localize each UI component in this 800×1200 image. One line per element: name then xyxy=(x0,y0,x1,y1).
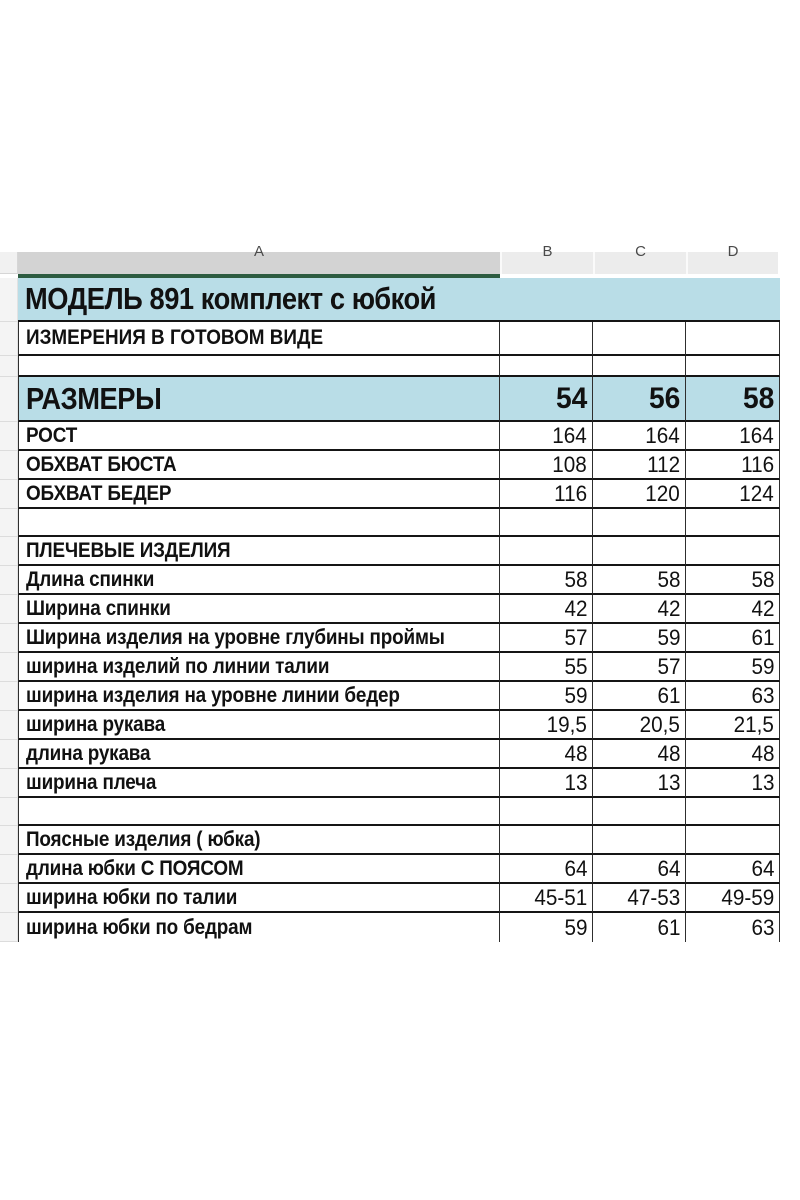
table-row xyxy=(0,826,780,855)
cell-value: 63 xyxy=(750,914,774,940)
row-label: ОБХВАТ БЕДЕР xyxy=(26,481,172,505)
row-header-gutter xyxy=(0,278,18,322)
cell-value: 112 xyxy=(647,451,680,477)
row-label: длина юбки С ПОЯСОМ xyxy=(26,856,244,880)
row-header-gutter xyxy=(0,913,18,942)
cell-value: 64 xyxy=(656,855,680,881)
value-cell-size-56[interactable] xyxy=(593,740,686,769)
empty-cell[interactable] xyxy=(500,322,593,356)
cell-value: 55 xyxy=(563,653,587,679)
row-label-cell[interactable] xyxy=(18,566,500,595)
row-header-gutter xyxy=(0,356,18,377)
value-cell-size-58[interactable] xyxy=(686,537,780,566)
value-cell-size-54[interactable] xyxy=(500,566,593,595)
value-cell-size-54[interactable] xyxy=(500,422,593,451)
table-row xyxy=(0,740,780,769)
value-cell-size-56[interactable] xyxy=(593,682,686,711)
table-row xyxy=(0,711,780,740)
row-label-cell[interactable] xyxy=(18,595,500,624)
empty-cell[interactable] xyxy=(593,356,686,377)
cell-value: 64 xyxy=(750,855,774,881)
value-cell-size-58[interactable] xyxy=(686,509,780,537)
cell-value: 59 xyxy=(656,624,680,650)
cell-value: 47-53 xyxy=(627,884,680,910)
row-header-gutter xyxy=(0,798,18,826)
row-label-cell[interactable] xyxy=(18,798,500,826)
column-header-b[interactable] xyxy=(500,243,593,274)
row-header-gutter xyxy=(0,653,18,682)
row-label: Ширина изделия на уровне глубины проймы xyxy=(26,625,445,649)
cell-value: 64 xyxy=(563,855,587,881)
row-header-gutter xyxy=(0,377,18,422)
column-header-c[interactable] xyxy=(593,243,686,274)
row-header-gutter xyxy=(0,740,18,769)
value-cell-size-54[interactable] xyxy=(500,798,593,826)
value-cell-size-56[interactable] xyxy=(593,855,686,884)
cell-value: 116 xyxy=(554,480,587,506)
row-label: ширина изделий по линии талии xyxy=(26,654,330,678)
row-label-cell[interactable] xyxy=(18,884,500,913)
value-cell-size-54[interactable] xyxy=(500,537,593,566)
value-cell-size-54[interactable] xyxy=(500,682,593,711)
sizes-label-cell[interactable] xyxy=(18,377,500,422)
value-cell-size-58[interactable] xyxy=(686,653,780,682)
value-cell-size-58[interactable] xyxy=(686,711,780,740)
size-value: 58 xyxy=(742,381,774,415)
row-label: Поясные изделия ( юбка) xyxy=(26,827,261,851)
cell-value: 48 xyxy=(750,740,774,766)
table-row xyxy=(0,422,780,451)
value-cell-size-58[interactable] xyxy=(686,798,780,826)
column-letter: B xyxy=(542,243,553,260)
value-cell-size-54[interactable] xyxy=(500,884,593,913)
value-cell-size-58[interactable] xyxy=(686,566,780,595)
empty-cell[interactable] xyxy=(18,356,500,377)
row-header-gutter xyxy=(0,595,18,624)
row-label-cell[interactable] xyxy=(18,826,500,855)
value-cell-size-54[interactable] xyxy=(500,509,593,537)
value-cell-size-54[interactable] xyxy=(500,595,593,624)
row-label: ширина рукава xyxy=(26,712,166,736)
row-header-gutter xyxy=(0,884,18,913)
cell-value: 63 xyxy=(750,682,774,708)
cell-value: 13 xyxy=(750,769,774,795)
value-cell-size-58[interactable] xyxy=(686,740,780,769)
value-cell-size-58[interactable] xyxy=(686,826,780,855)
row-label: длина рукава xyxy=(26,741,151,765)
spacer-row xyxy=(0,356,780,377)
value-cell-size-56[interactable] xyxy=(593,624,686,653)
cell-value: 124 xyxy=(739,480,774,506)
size-56-cell[interactable] xyxy=(593,377,686,422)
row-label: ширина плеча xyxy=(26,770,157,794)
row-header-gutter xyxy=(0,451,18,480)
subtitle-text: ИЗМЕРЕНИЯ В ГОТОВОМ ВИДЕ xyxy=(26,326,324,349)
value-cell-size-54[interactable] xyxy=(500,711,593,740)
value-cell-size-54[interactable] xyxy=(500,653,593,682)
value-cell-size-58[interactable] xyxy=(686,480,780,509)
row-label: ОБХВАТ БЮСТА xyxy=(26,452,177,476)
value-cell-size-56[interactable] xyxy=(593,798,686,826)
value-cell-size-56[interactable] xyxy=(593,769,686,798)
cell-value: 61 xyxy=(656,682,680,708)
row-label-cell[interactable] xyxy=(18,422,500,451)
size-value: 56 xyxy=(648,381,680,415)
cell-value: 21,5 xyxy=(733,711,774,737)
value-cell-size-58[interactable] xyxy=(686,855,780,884)
table-row xyxy=(0,595,780,624)
row-header-gutter xyxy=(0,509,18,537)
value-cell-size-58[interactable] xyxy=(686,451,780,480)
value-cell-size-54[interactable] xyxy=(500,855,593,884)
column-letter: D xyxy=(727,243,739,260)
title-cell[interactable] xyxy=(18,278,780,322)
title-row xyxy=(0,278,780,322)
row-label: РОСТ xyxy=(26,423,78,447)
value-cell-size-56[interactable] xyxy=(593,653,686,682)
cell-value: 57 xyxy=(563,624,587,650)
row-header-gutter xyxy=(0,322,18,356)
cell-value: 57 xyxy=(656,653,680,679)
cell-value: 164 xyxy=(645,422,680,448)
subtitle-cell[interactable] xyxy=(18,322,500,356)
cell-value: 61 xyxy=(750,624,774,650)
cell-value: 42 xyxy=(656,595,680,621)
row-header-gutter xyxy=(0,480,18,509)
cell-value: 13 xyxy=(563,769,587,795)
row-label-cell[interactable] xyxy=(18,711,500,740)
cell-value: 120 xyxy=(645,480,680,506)
cell-value: 164 xyxy=(552,422,587,448)
row-header-gutter xyxy=(0,537,18,566)
table-row xyxy=(0,653,780,682)
column-header-strip xyxy=(0,243,780,274)
row-label: ширина юбки по бедрам xyxy=(26,915,253,939)
row-header-gutter xyxy=(0,711,18,740)
value-cell-size-58[interactable] xyxy=(686,595,780,624)
empty-cell[interactable] xyxy=(686,356,780,377)
row-header-gutter xyxy=(0,624,18,653)
table-row xyxy=(0,769,780,798)
table-row xyxy=(0,624,780,653)
value-cell-size-58[interactable] xyxy=(686,913,780,942)
value-cell-size-54[interactable] xyxy=(500,740,593,769)
size-58-cell[interactable] xyxy=(686,377,780,422)
cell-value: 13 xyxy=(656,769,680,795)
value-cell-size-56[interactable] xyxy=(593,566,686,595)
row-header-gutter xyxy=(0,826,18,855)
row-label-cell[interactable] xyxy=(18,624,500,653)
value-cell-size-56[interactable] xyxy=(593,509,686,537)
value-cell-size-54[interactable] xyxy=(500,451,593,480)
empty-cell[interactable] xyxy=(593,322,686,356)
model-title: МОДЕЛЬ 891 комплект с юбкой xyxy=(25,281,437,316)
cell-value: 58 xyxy=(563,566,587,592)
cell-value: 49-59 xyxy=(721,884,774,910)
table-row xyxy=(0,682,780,711)
cell-value: 59 xyxy=(563,914,587,940)
row-label: ширина изделия на уровне линии бедер xyxy=(26,683,400,707)
cell-value: 58 xyxy=(750,566,774,592)
value-cell-size-58[interactable] xyxy=(686,884,780,913)
sizes-label: РАЗМЕРЫ xyxy=(26,380,162,416)
value-cell-size-56[interactable] xyxy=(593,537,686,566)
cell-value: 48 xyxy=(656,740,680,766)
cell-value: 45-51 xyxy=(534,884,587,910)
value-cell-size-56[interactable] xyxy=(593,451,686,480)
row-label: ПЛЕЧЕВЫЕ ИЗДЕЛИЯ xyxy=(26,538,231,562)
cell-value: 42 xyxy=(563,595,587,621)
value-cell-size-58[interactable] xyxy=(686,624,780,653)
size-54-cell[interactable] xyxy=(500,377,593,422)
value-cell-size-56[interactable] xyxy=(593,422,686,451)
cell-value: 59 xyxy=(563,682,587,708)
row-header-gutter xyxy=(0,855,18,884)
select-all-corner[interactable] xyxy=(0,252,18,274)
value-cell-size-56[interactable] xyxy=(593,826,686,855)
row-label-cell[interactable] xyxy=(18,769,500,798)
row-label: ширина юбки по талии xyxy=(26,885,238,909)
table-row xyxy=(0,884,780,913)
column-letter: C xyxy=(635,243,646,260)
value-cell-size-56[interactable] xyxy=(593,913,686,942)
table-row xyxy=(0,537,780,566)
row-label-cell[interactable] xyxy=(18,480,500,509)
cell-value: 48 xyxy=(563,740,587,766)
row-label-cell[interactable] xyxy=(18,509,500,537)
row-label-cell[interactable] xyxy=(18,740,500,769)
table-row xyxy=(0,798,780,826)
cell-value: 19,5 xyxy=(546,711,587,737)
worksheet xyxy=(0,243,780,942)
row-label: Ширина спинки xyxy=(26,596,171,620)
row-header-gutter xyxy=(0,422,18,451)
cell-value: 42 xyxy=(750,595,774,621)
cell-value: 61 xyxy=(656,914,680,940)
cell-value: 164 xyxy=(739,422,774,448)
measurement-rows xyxy=(0,422,780,942)
table-row xyxy=(0,480,780,509)
value-cell-size-54[interactable] xyxy=(500,769,593,798)
value-cell-size-54[interactable] xyxy=(500,624,593,653)
value-cell-size-54[interactable] xyxy=(500,826,593,855)
row-header-gutter xyxy=(0,682,18,711)
row-label-cell[interactable] xyxy=(18,682,500,711)
value-cell-size-58[interactable] xyxy=(686,422,780,451)
table-row xyxy=(0,913,780,942)
value-cell-size-54[interactable] xyxy=(500,913,593,942)
size-value: 54 xyxy=(555,381,587,415)
value-cell-size-56[interactable] xyxy=(593,884,686,913)
empty-cell[interactable] xyxy=(686,322,780,356)
cell-value: 20,5 xyxy=(639,711,680,737)
cell-value: 116 xyxy=(741,451,774,477)
empty-cell[interactable] xyxy=(500,356,593,377)
cell-value: 58 xyxy=(656,566,680,592)
row-label-cell[interactable] xyxy=(18,537,500,566)
sizes-header-row xyxy=(0,377,780,422)
table-row xyxy=(0,509,780,537)
row-header-gutter xyxy=(0,566,18,595)
subtitle-row xyxy=(0,322,780,356)
column-header-a[interactable] xyxy=(18,243,500,274)
column-header-d[interactable] xyxy=(686,243,778,274)
column-letter: A xyxy=(253,243,265,260)
value-cell-size-58[interactable] xyxy=(686,682,780,711)
row-label-cell[interactable] xyxy=(18,913,500,942)
value-cell-size-56[interactable] xyxy=(593,711,686,740)
value-cell-size-56[interactable] xyxy=(593,480,686,509)
row-label-cell[interactable] xyxy=(18,451,500,480)
table-row xyxy=(0,451,780,480)
table-row xyxy=(0,855,780,884)
cell-value: 108 xyxy=(552,451,587,477)
value-cell-size-56[interactable] xyxy=(593,595,686,624)
row-label-cell[interactable] xyxy=(18,653,500,682)
cell-value: 59 xyxy=(750,653,774,679)
value-cell-size-58[interactable] xyxy=(686,769,780,798)
row-header-gutter xyxy=(0,769,18,798)
value-cell-size-54[interactable] xyxy=(500,480,593,509)
row-label-cell[interactable] xyxy=(18,855,500,884)
table-row xyxy=(0,566,780,595)
row-label: Длина спинки xyxy=(26,567,155,591)
